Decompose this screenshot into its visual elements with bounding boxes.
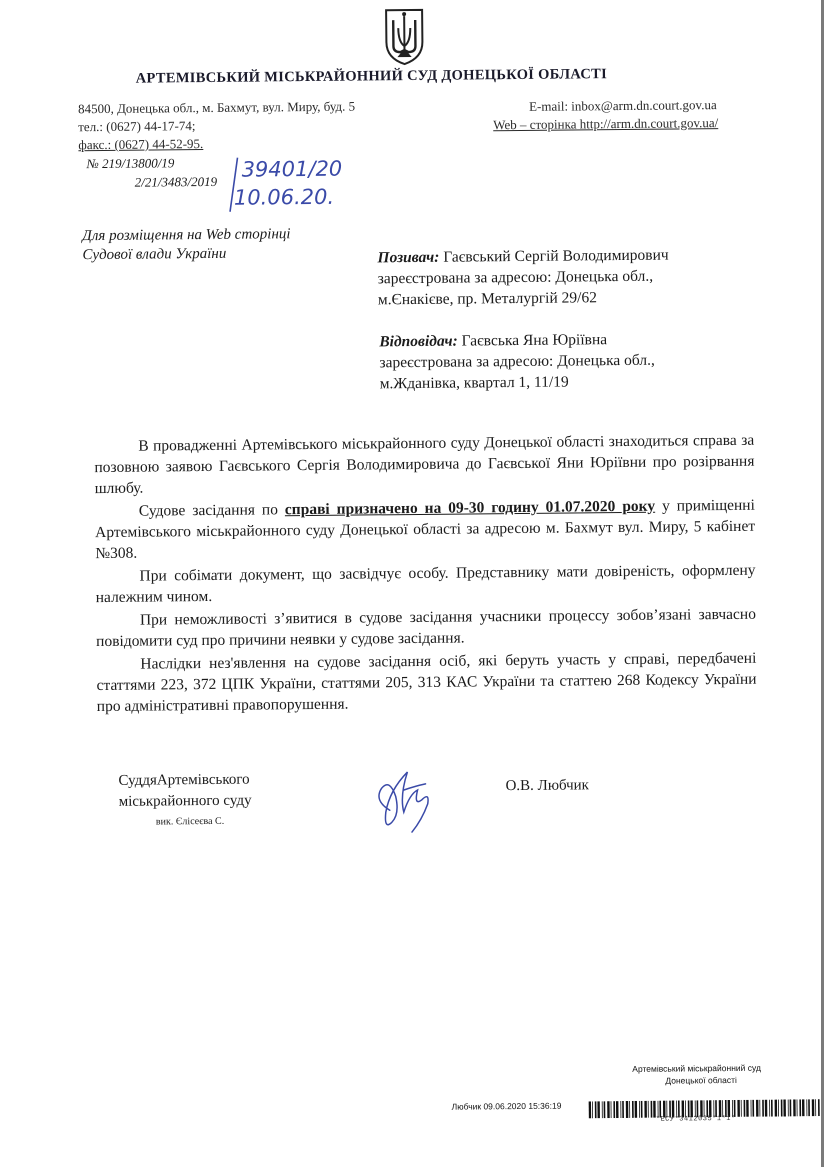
defendant-name: Гаєвська Яна Юріївна [461,331,608,350]
court-address: 84500, Донецька обл., м. Бахмут, вул. Миру, буд. 5 [77,98,356,117]
stamp-court-line1: Артемівський міськрайонний суд [632,1062,761,1074]
plaintiff-address-line2: м.Єнакієве, пр. Металургій 29/62 [377,289,597,309]
judge-name: О.В. Любчик [505,777,590,795]
paragraph-documents: При собімати документ, що засвідчує особу. Представнику мати довіреність, оформлену належним чином. [95,561,756,607]
handwritten-registration-number: 39401/20 [241,156,343,182]
publication-note-line1: Для розміщення на Web сторінці [82,226,291,245]
handwritten-signature [369,760,450,841]
paragraph-case: В провадженні Артемівського міськрайонного суду Донецької області знаходиться справа за позовною заявою Гаєвського Сергія Володимировича до Гаєвської Яни Юріївни про розірвання шлюбу. [94,431,755,498]
stamp-court-line2: Донецької області [665,1074,737,1086]
trident-coat-of-arms-icon [374,6,435,67]
notice-body [94,430,757,719]
barcode-digits: *ЕСУ*3412035*1*1* [655,1114,736,1124]
paragraph-absence: При неможливості з’явитися в судове засідання учасники процессу зобов’язані завчасно повідомити суд про причини неявки у судове засідання. [96,605,756,651]
plaintiff-block [377,245,669,311]
court-phone: тел.: (0627) 44-17-74; [78,118,196,135]
plaintiff-address-line1: зареєстрована за адресою: Донецька обл., [377,267,654,288]
stamp-signed: Любчик 09.06.2020 15:36:19 [451,1100,562,1112]
case-reference: 2/21/3483/2019 [134,173,218,190]
defendant-label: Відповідач: [379,332,458,351]
plaintiff-label: Позивач: [377,248,440,267]
case-number: № 219/13800/19 [86,155,175,172]
court-email: E-mail: inbox@arm.dn.court.gov.ua [528,97,717,114]
plaintiff-name: Гаєвський Сергій Володимирович [443,246,669,266]
court-website: Web – сторінка http://arm.dn.court.gov.ua/ [493,115,719,133]
executor-note: вик. Єлісеєва С. [155,815,225,828]
defendant-address-line2: м.Жданівка, квартал 1, 11/19 [379,373,569,393]
judge-title [118,770,251,813]
judge-title-line1: СуддяАртемівського [118,771,250,789]
court-fax: факс.: (0627) 44-52-95. [78,136,204,153]
paragraph-consequences: Наслідки нез'явлення на судове засідання осіб, які беруть участь у справі, передбачені статтями 223, 372 ЦПК України, статтями 205, 313 КАС України та статтею 268 Кодексу України про адміністративні правопорушення. [96,649,757,716]
defendant-block [379,329,655,395]
paragraph-hearing: Судове засідання по справі призначено на 09-30 годину 01.07.2020 року у приміщенні Артемівського міськрайонного суду Донецької області за адресою м. Бахмут вул. Миру, 5 кабінет №308. [95,496,756,563]
handwritten-registration-date: 10.06.20. [233,184,335,210]
defendant-address-line1: зареєстрована за адресою: Донецька обл., [379,351,655,372]
court-title: АРТЕМІВСЬКИЙ МІСЬКРАЙОННИЙ СУД ДОНЕЦЬКОЇ ОБЛАСТІ [135,66,608,87]
hearing-datetime: справі призначено на 09-30 годину 01.07.2020 року [284,497,656,519]
judge-title-line2: міськрайонного суду [118,792,252,810]
publication-note-line2: Судової влади України [82,245,227,264]
